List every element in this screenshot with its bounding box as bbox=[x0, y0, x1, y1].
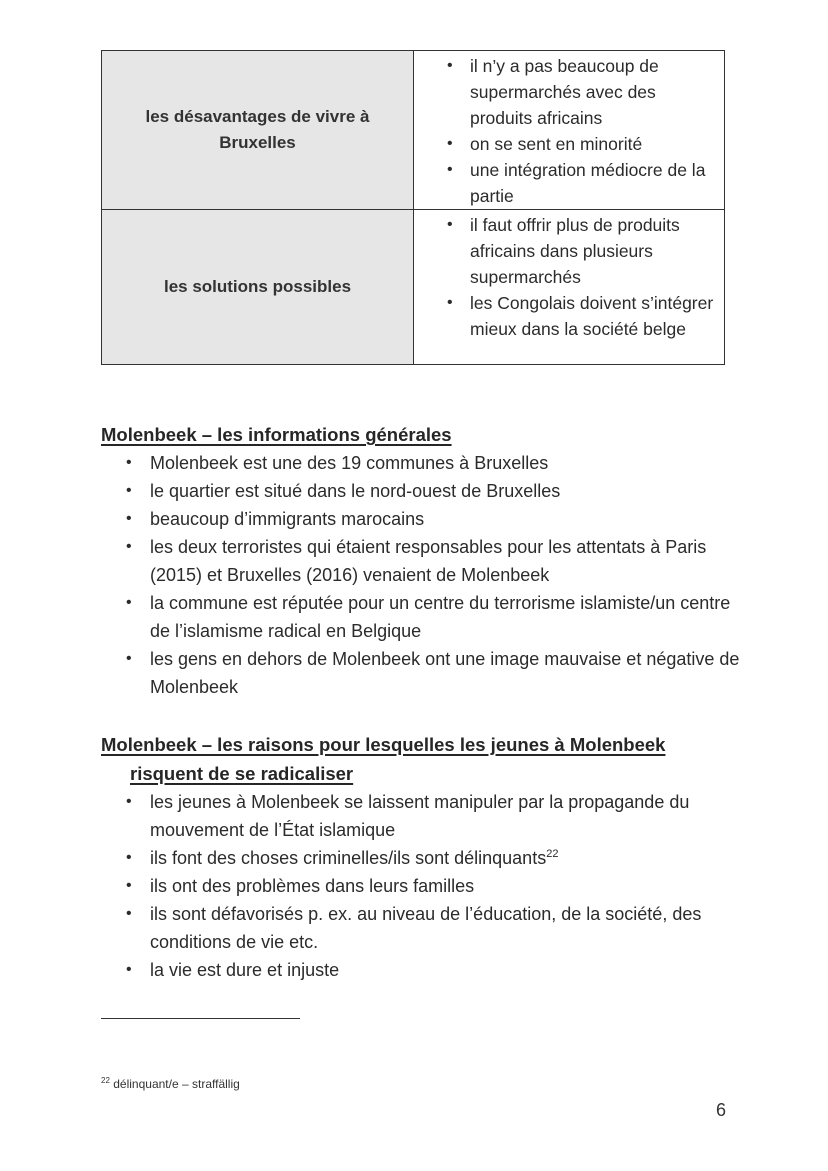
footnote bbox=[101, 1076, 240, 1092]
list-item: • les Congolais doivent s’intégrer mieux dans la société belge bbox=[470, 290, 716, 342]
list-item: • la commune est réputée pour un centre du terrorisme islamiste/un centre de l’islamisme radical en Belgique bbox=[150, 589, 740, 645]
bullet-icon: • bbox=[126, 961, 132, 978]
solutions-list bbox=[414, 212, 724, 342]
list-item: • la vie est dure et injuste bbox=[150, 956, 740, 984]
list-item: • il n’y a pas beaucoup de supermarchés avec des produits africains bbox=[470, 53, 716, 131]
section-heading-radicalisation-reasons bbox=[101, 730, 741, 788]
list-item: • il faut offrir plus de produits africains dans plusieurs supermarchés bbox=[470, 212, 716, 290]
section-heading-line2: risquent de se radicaliser bbox=[130, 763, 354, 784]
row-content-solutions bbox=[414, 210, 725, 365]
list-item: • les gens en dehors de Molenbeek ont une image mauvaise et négative de Molenbeek bbox=[150, 645, 740, 701]
bullet-icon: • bbox=[126, 793, 132, 810]
disadvantages-solutions-table bbox=[101, 50, 725, 365]
row-content-disadvantages bbox=[414, 51, 725, 210]
bullet-icon: • bbox=[126, 510, 132, 527]
bullet-icon: • bbox=[447, 161, 453, 178]
radicalisation-reasons-list bbox=[126, 788, 740, 984]
list-item: • ils font des choses criminelles/ils sont délinquants$^{22}$ bbox=[150, 844, 740, 872]
disadvantages-list bbox=[414, 53, 724, 209]
table-row bbox=[102, 210, 725, 365]
footnote-text: délinquant/e – straffällig bbox=[113, 1077, 240, 1091]
section-heading-general-info bbox=[101, 420, 741, 449]
bullet-icon: • bbox=[447, 216, 453, 233]
bullet-icon: • bbox=[126, 650, 132, 667]
row-label-text: les désavantages de vivre à Bruxelles bbox=[145, 107, 370, 152]
table-row bbox=[102, 51, 725, 210]
list-item: • ils ont des problèmes dans leurs familles bbox=[150, 872, 740, 900]
list-item: • ils sont défavorisés p. ex. au niveau de l’éducation, de la société, des conditions de vie etc. bbox=[150, 900, 740, 956]
bullet-icon: • bbox=[126, 905, 132, 922]
bullet-icon: • bbox=[126, 454, 132, 471]
list-item: • on se sent en minorité bbox=[470, 131, 716, 157]
list-item: • beaucoup d’immigrants marocains bbox=[150, 505, 740, 533]
section-heading-text: Molenbeek – les informations générales bbox=[101, 424, 452, 445]
page-number: 6 bbox=[716, 1100, 727, 1120]
row-label-text: les solutions possibles bbox=[163, 277, 352, 296]
bullet-icon: • bbox=[447, 135, 453, 152]
bullet-icon: • bbox=[126, 849, 132, 866]
bullet-icon: • bbox=[126, 538, 132, 555]
list-item: • les jeunes à Molenbeek se laissent manipuler par la propagande du mouvement de l’État islamique bbox=[150, 788, 740, 844]
bullet-icon: • bbox=[447, 294, 453, 311]
bullet-icon: • bbox=[126, 482, 132, 499]
footnote-reference[interactable]: 22 bbox=[546, 848, 559, 860]
list-item: • les deux terroristes qui étaient responsables pour les attentats à Paris (2015) et Bruxelles (2016) venaient de Molenbeek bbox=[150, 533, 740, 589]
footnote-separator bbox=[101, 1018, 300, 1019]
list-item: • une intégration médiocre de la partie bbox=[470, 157, 716, 209]
list-item: • Molenbeek est une des 19 communes à Bruxelles bbox=[150, 449, 740, 477]
section-heading-line1: Molenbeek – les raisons pour lesquelles les jeunes à Molenbeek bbox=[101, 734, 666, 755]
general-info-list bbox=[126, 449, 740, 701]
row-label-disadvantages bbox=[102, 51, 414, 210]
row-label-solutions bbox=[102, 210, 414, 365]
bullet-icon: • bbox=[126, 877, 132, 894]
footnote-number: 22 bbox=[101, 1076, 110, 1085]
bullet-icon: • bbox=[126, 594, 132, 611]
bullet-icon: • bbox=[447, 57, 453, 74]
list-item: • le quartier est situé dans le nord-ouest de Bruxelles bbox=[150, 477, 740, 505]
